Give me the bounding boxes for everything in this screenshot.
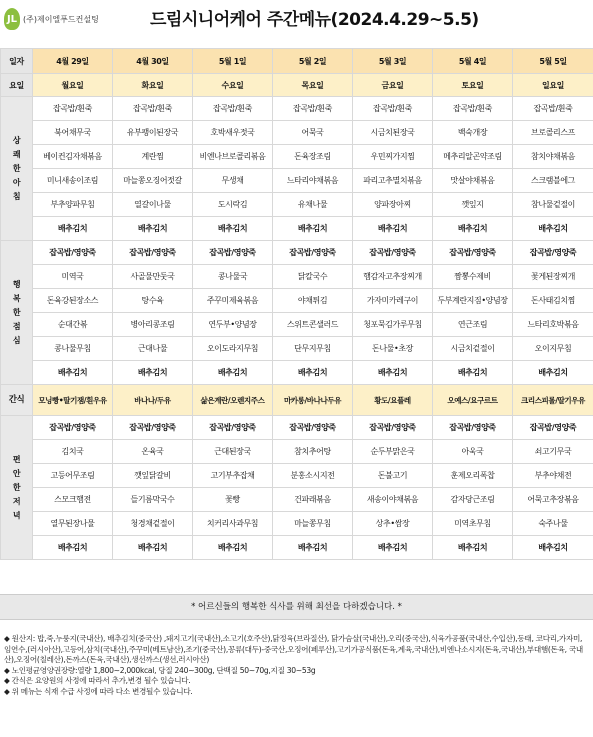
lunch-dish: 병아리콩조림 — [113, 313, 193, 337]
date-cell: 5월 5일 — [513, 49, 593, 74]
breakfast-dish: 브로콜리스프 — [513, 121, 593, 145]
dinner-label: 편 안 한 저 녁 — [1, 416, 33, 560]
lunch-row — [1, 265, 593, 289]
day-row — [1, 74, 593, 97]
dinner-dish: 청경채겉절이 — [113, 512, 193, 536]
lunch-dish: 잡곡밥/영양죽 — [513, 241, 593, 265]
snack-note: ◆ 간식은 요양원의 사정에 따라서 추가,변경 될수 있습니다. — [4, 676, 191, 686]
snack-cell: 모닝빵•딸기잼/흰우유 — [33, 385, 113, 416]
dinner-dish: 배추김치 — [433, 536, 513, 560]
date-cell: 4월 29일 — [33, 49, 113, 74]
snack-cell: 오예스/요구르트 — [433, 385, 513, 416]
breakfast-dish: 시금치된장국 — [353, 121, 433, 145]
dinner-dish: 스모크햄전 — [33, 488, 113, 512]
lunch-row — [1, 361, 593, 385]
breakfast-dish: 양파장아찌 — [353, 193, 433, 217]
breakfast-dish: 잡곡밥/흰죽 — [513, 97, 593, 121]
breakfast-dish: 열갈이나물 — [113, 193, 193, 217]
breakfast-dish: 호박새우젓국 — [193, 121, 273, 145]
dinner-dish: 어묵고추장볶음 — [513, 488, 593, 512]
lunch-dish: 돈육강된장소스 — [33, 289, 113, 313]
dinner-dish: 분홍소시지전 — [273, 464, 353, 488]
breakfast-row — [1, 121, 593, 145]
breakfast-dish: 배추김치 — [433, 217, 513, 241]
dinner-dish: 배추김치 — [353, 536, 433, 560]
dinner-dish: 잡곡밥/영양죽 — [353, 416, 433, 440]
dinner-dish: 치커리사과무침 — [193, 512, 273, 536]
breakfast-dish: 잡곡밥/흰죽 — [433, 97, 513, 121]
breakfast-dish: 파리고추멸치볶음 — [353, 169, 433, 193]
dinner-dish: 고기부추잡채 — [193, 464, 273, 488]
lunch-dish: 스위트콘샐러드 — [273, 313, 353, 337]
breakfast-dish: 어묵국 — [273, 121, 353, 145]
breakfast-dish: 우민찌가지찜 — [353, 145, 433, 169]
dinner-dish: 훈제오리폭찹 — [433, 464, 513, 488]
dinner-dish: 고등어무조림 — [33, 464, 113, 488]
lunch-dish: 배추김치 — [513, 361, 593, 385]
lunch-dish: 오이도라지무침 — [193, 337, 273, 361]
dinner-dish: 들기름막국수 — [113, 488, 193, 512]
breakfast-dish: 비엔나브로콜리볶음 — [193, 145, 273, 169]
lunch-dish: 주꾸미제육볶음 — [193, 289, 273, 313]
dinner-dish: 배추김치 — [113, 536, 193, 560]
dinner-dish: 숙주나물 — [513, 512, 593, 536]
lunch-dish: 배추김치 — [33, 361, 113, 385]
breakfast-row — [1, 97, 593, 121]
lunch-dish: 오이지무침 — [513, 337, 593, 361]
breakfast-dish: 맛살야채볶음 — [433, 169, 513, 193]
breakfast-dish: 배추김치 — [113, 217, 193, 241]
dinner-dish: 배추김치 — [193, 536, 273, 560]
breakfast-row — [1, 217, 593, 241]
page-title: 드림시니어케어 주간메뉴(2024.4.29~5.5) — [150, 10, 479, 30]
lunch-dish: 근대나물 — [113, 337, 193, 361]
dinner-dish: 온육국 — [113, 440, 193, 464]
dinner-dish: 순두부맑은국 — [353, 440, 433, 464]
snack-cell: 크리스피롤/딸기우유 — [513, 385, 593, 416]
dinner-dish: 근대된장국 — [193, 440, 273, 464]
dinner-dish: 마늘쫑무침 — [273, 512, 353, 536]
breakfast-row — [1, 145, 593, 169]
day-cell: 목요일 — [273, 74, 353, 97]
lunch-dish: 돈사태김치찜 — [513, 289, 593, 313]
lunch-dish: 순대간볶 — [33, 313, 113, 337]
breakfast-dish: 메추리알곤약조림 — [433, 145, 513, 169]
breakfast-dish: 스크램블에그 — [513, 169, 593, 193]
page-header — [0, 0, 593, 44]
day-cell: 화요일 — [113, 74, 193, 97]
breakfast-dish: 잡곡밥/흰죽 — [113, 97, 193, 121]
dinner-dish: 참치추어탕 — [273, 440, 353, 464]
dinner-dish: 잡곡밥/영양죽 — [193, 416, 273, 440]
dinner-dish: 잡곡밥/영양죽 — [513, 416, 593, 440]
lunch-row — [1, 241, 593, 265]
day-cell: 월요일 — [33, 74, 113, 97]
lunch-dish: 짬뽕수제비 — [433, 265, 513, 289]
dinner-dish: 감자당근조림 — [433, 488, 513, 512]
lunch-dish: 배추김치 — [193, 361, 273, 385]
lunch-dish: 배추김치 — [113, 361, 193, 385]
change-note: ◆ 위 메뉴는 식재 수급 사정에 따라 다소 변경될수 있습니다. — [4, 686, 193, 696]
logo-mark-icon: JL — [4, 8, 20, 30]
dinner-dish: 새송이야채볶음 — [353, 488, 433, 512]
lunch-dish: 미역국 — [33, 265, 113, 289]
dinner-dish: 상추•쌈장 — [353, 512, 433, 536]
lunch-dish: 콩나물국 — [193, 265, 273, 289]
breakfast-label: 상 쾌 한 아 침 — [1, 97, 33, 241]
dinner-dish: 잡곡밥/영양죽 — [33, 416, 113, 440]
snack-row — [1, 385, 593, 416]
breakfast-dish: 배추김치 — [33, 217, 113, 241]
date-cell: 5월 1일 — [193, 49, 273, 74]
day-cell: 수요일 — [193, 74, 273, 97]
dinner-row — [1, 440, 593, 464]
origin-note: ◆ 원산지: 밥,죽,누룽지(국내산), 배추김치(중국산) ,돼지고기(국내산),소고기(호주산),닭정육(브라질산), 닭가슴살(국내산),오리(중국산),식육가공품(국내산,수입산),동태, 코다리,가자미,임연수,(러시아산),고등어,삼치(국내산),주꾸미(베트남산),조기(중국산),꽁류(대두)-중국산,오징어(페루산),고기가공식품(돈육,계육,국내산),비엔나소시지(돈육,국내산),부대햄(돈육, 국내산),오징어(칠레산),돈까스(돈육,국내산),생선까스(생선,러시아산) — [4, 634, 583, 665]
dinner-row — [1, 512, 593, 536]
breakfast-dish: 배추김치 — [273, 217, 353, 241]
breakfast-dish: 베이컨김자채볶음 — [33, 145, 113, 169]
lunch-dish: 잡곡밥/영양죽 — [193, 241, 273, 265]
dinner-dish: 열무된장나물 — [33, 512, 113, 536]
date-label: 일자 — [1, 49, 33, 74]
lunch-dish: 콩나물무침 — [33, 337, 113, 361]
date-cell: 5월 2일 — [273, 49, 353, 74]
lunch-dish: 배추김치 — [273, 361, 353, 385]
snack-cell: 바나나/두유 — [113, 385, 193, 416]
lunch-dish: 꽃게된장찌개 — [513, 265, 593, 289]
lunch-dish: 야채튀김 — [273, 289, 353, 313]
lunch-dish: 가자미카레구이 — [353, 289, 433, 313]
breakfast-dish: 잡곡밥/흰죽 — [193, 97, 273, 121]
dinner-dish: 배추김치 — [513, 536, 593, 560]
date-cell: 5월 3일 — [353, 49, 433, 74]
breakfast-dish: 부추양파무침 — [33, 193, 113, 217]
breakfast-dish: 배추김치 — [513, 217, 593, 241]
dinner-dish: 배추김치 — [273, 536, 353, 560]
lunch-dish: 느타리호박볶음 — [513, 313, 593, 337]
lunch-row — [1, 337, 593, 361]
day-cell: 일요일 — [513, 74, 593, 97]
lunch-dish: 배추김치 — [353, 361, 433, 385]
logo-text: (주)제이엘푸드컨설팅 — [23, 14, 99, 24]
snack-cell: 마카롱/바나나두유 — [273, 385, 353, 416]
breakfast-dish: 깻잎지 — [433, 193, 513, 217]
lunch-dish: 두부계란지짐•양념장 — [433, 289, 513, 313]
breakfast-dish: 잡곡밥/흰죽 — [273, 97, 353, 121]
breakfast-dish: 배추김치 — [193, 217, 273, 241]
lunch-dish: 단무지무침 — [273, 337, 353, 361]
breakfast-row — [1, 169, 593, 193]
breakfast-dish: 마늘쫑오징어젓갈 — [113, 169, 193, 193]
dinner-dish: 김치국 — [33, 440, 113, 464]
lunch-row — [1, 289, 593, 313]
lunch-dish: 햄감자고추장찌개 — [353, 265, 433, 289]
footnotes — [4, 634, 589, 698]
lunch-dish: 닭칼국수 — [273, 265, 353, 289]
dinner-row — [1, 488, 593, 512]
dinner-dish: 돈불고기 — [353, 464, 433, 488]
lunch-dish: 잡곡밥/영양죽 — [353, 241, 433, 265]
breakfast-dish: 잡곡밥/흰죽 — [353, 97, 433, 121]
nutrition-note: ◆ 노인평균영양권장량:열량 1,800~2,000kcal, 당질 240~300g, 단백질 50~70g,지질 30~53g — [4, 665, 316, 675]
lunch-dish: 연근조림 — [433, 313, 513, 337]
breakfast-dish: 유채나물 — [273, 193, 353, 217]
dinner-dish: 깻잎닭갈비 — [113, 464, 193, 488]
lunch-dish: 시금치겉절이 — [433, 337, 513, 361]
breakfast-dish: 배추김치 — [353, 217, 433, 241]
date-row — [1, 49, 593, 74]
dinner-row — [1, 536, 593, 560]
dinner-dish: 부추야채전 — [513, 464, 593, 488]
lunch-dish: 청포묵김가루무침 — [353, 313, 433, 337]
dinner-dish: 배추김치 — [33, 536, 113, 560]
breakfast-dish: 잡곡밥/흰죽 — [33, 97, 113, 121]
lunch-dish: 사골물만둣국 — [113, 265, 193, 289]
lunch-dish: 배추김치 — [433, 361, 513, 385]
dinner-row — [1, 464, 593, 488]
date-cell: 4월 30일 — [113, 49, 193, 74]
dinner-dish: 잡곡밥/영양죽 — [433, 416, 513, 440]
day-cell: 금요일 — [353, 74, 433, 97]
day-cell: 토요일 — [433, 74, 513, 97]
lunch-dish: 잡곡밥/영양죽 — [113, 241, 193, 265]
breakfast-dish: 계란찜 — [113, 145, 193, 169]
snack-cell: 삶은계란/오렌지주스 — [193, 385, 273, 416]
breakfast-dish: 유부팽이된장국 — [113, 121, 193, 145]
lunch-label: 행 복 한 점 심 — [1, 241, 33, 385]
breakfast-dish: 느타리야채볶음 — [273, 169, 353, 193]
dinner-dish: 건파래볶음 — [273, 488, 353, 512]
breakfast-dish: 참나물겉절이 — [513, 193, 593, 217]
dinner-row — [1, 416, 593, 440]
dinner-dish: 잡곡밥/영양죽 — [273, 416, 353, 440]
lunch-dish: 탕수육 — [113, 289, 193, 313]
breakfast-dish: 돈육장조림 — [273, 145, 353, 169]
notice-banner: * 어르신들의 행복한 식사를 위해 최선을 다하겠습니다. * — [0, 594, 593, 620]
dinner-dish: 쇠고기무국 — [513, 440, 593, 464]
date-cell: 5월 4일 — [433, 49, 513, 74]
weekly-menu-table — [0, 48, 593, 560]
lunch-dish: 돈나물•초장 — [353, 337, 433, 361]
breakfast-row — [1, 193, 593, 217]
breakfast-dish: 무생채 — [193, 169, 273, 193]
company-logo — [4, 8, 99, 30]
dinner-dish: 꽃빵 — [193, 488, 273, 512]
lunch-dish: 잡곡밥/영양죽 — [33, 241, 113, 265]
breakfast-dish: 참치야채볶음 — [513, 145, 593, 169]
day-label: 요일 — [1, 74, 33, 97]
breakfast-dish: 미니새송이조림 — [33, 169, 113, 193]
breakfast-dish: 도시락김 — [193, 193, 273, 217]
breakfast-dish: 북어채무국 — [33, 121, 113, 145]
snack-label: 간식 — [1, 385, 33, 416]
breakfast-dish: 백숙개장 — [433, 121, 513, 145]
lunch-dish: 연두부•양념장 — [193, 313, 273, 337]
dinner-dish: 미역초무침 — [433, 512, 513, 536]
lunch-dish: 잡곡밥/영양죽 — [273, 241, 353, 265]
lunch-row — [1, 313, 593, 337]
snack-cell: 황도/요플레 — [353, 385, 433, 416]
dinner-dish: 아욱국 — [433, 440, 513, 464]
dinner-dish: 잡곡밥/영양죽 — [113, 416, 193, 440]
lunch-dish: 잡곡밥/영양죽 — [433, 241, 513, 265]
